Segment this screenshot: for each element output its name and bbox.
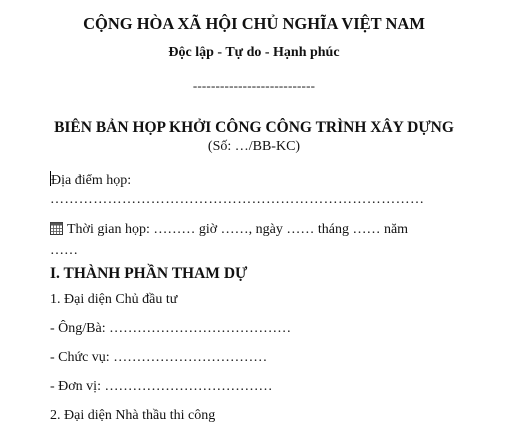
time-continuation: …… [50,243,78,258]
name-line: - Ông/Bà: ………………………………… [50,321,292,336]
location-dots: …………………………………………………………………… [50,192,425,207]
location-label: Địa điểm họp: [51,173,132,188]
document-title: BIÊN BẢN HỌP KHỞI CÔNG CÔNG TRÌNH XÂY DỰNG [54,119,454,136]
time-row [50,222,408,237]
time-text: Thời gian họp: ……… giờ ……, ngày …… tháng …… năm [67,222,409,237]
section1-heading: I. THÀNH PHẦN THAM DỰ [50,265,248,282]
unit-line: - Đơn vị: ……………………………… [50,379,273,394]
position-line: - Chức vụ: …………………………… [50,350,268,365]
calendar-icon [50,222,63,235]
investor-label: 1. Đại diện Chủ đầu tư [50,292,178,307]
document-number: (Số: …/BB-KC) [207,139,301,154]
header-country: CỘNG HÒA XÃ HỘI CHỦ NGHĨA VIỆT NAM [83,14,425,33]
header-motto: Độc lập - Tự do - Hạnh phúc [168,45,340,60]
location-row[interactable] [50,171,131,188]
header-separator: --------------------------- [192,78,316,93]
contractor-label: 2. Đại diện Nhà thầu thi công [50,408,216,423]
